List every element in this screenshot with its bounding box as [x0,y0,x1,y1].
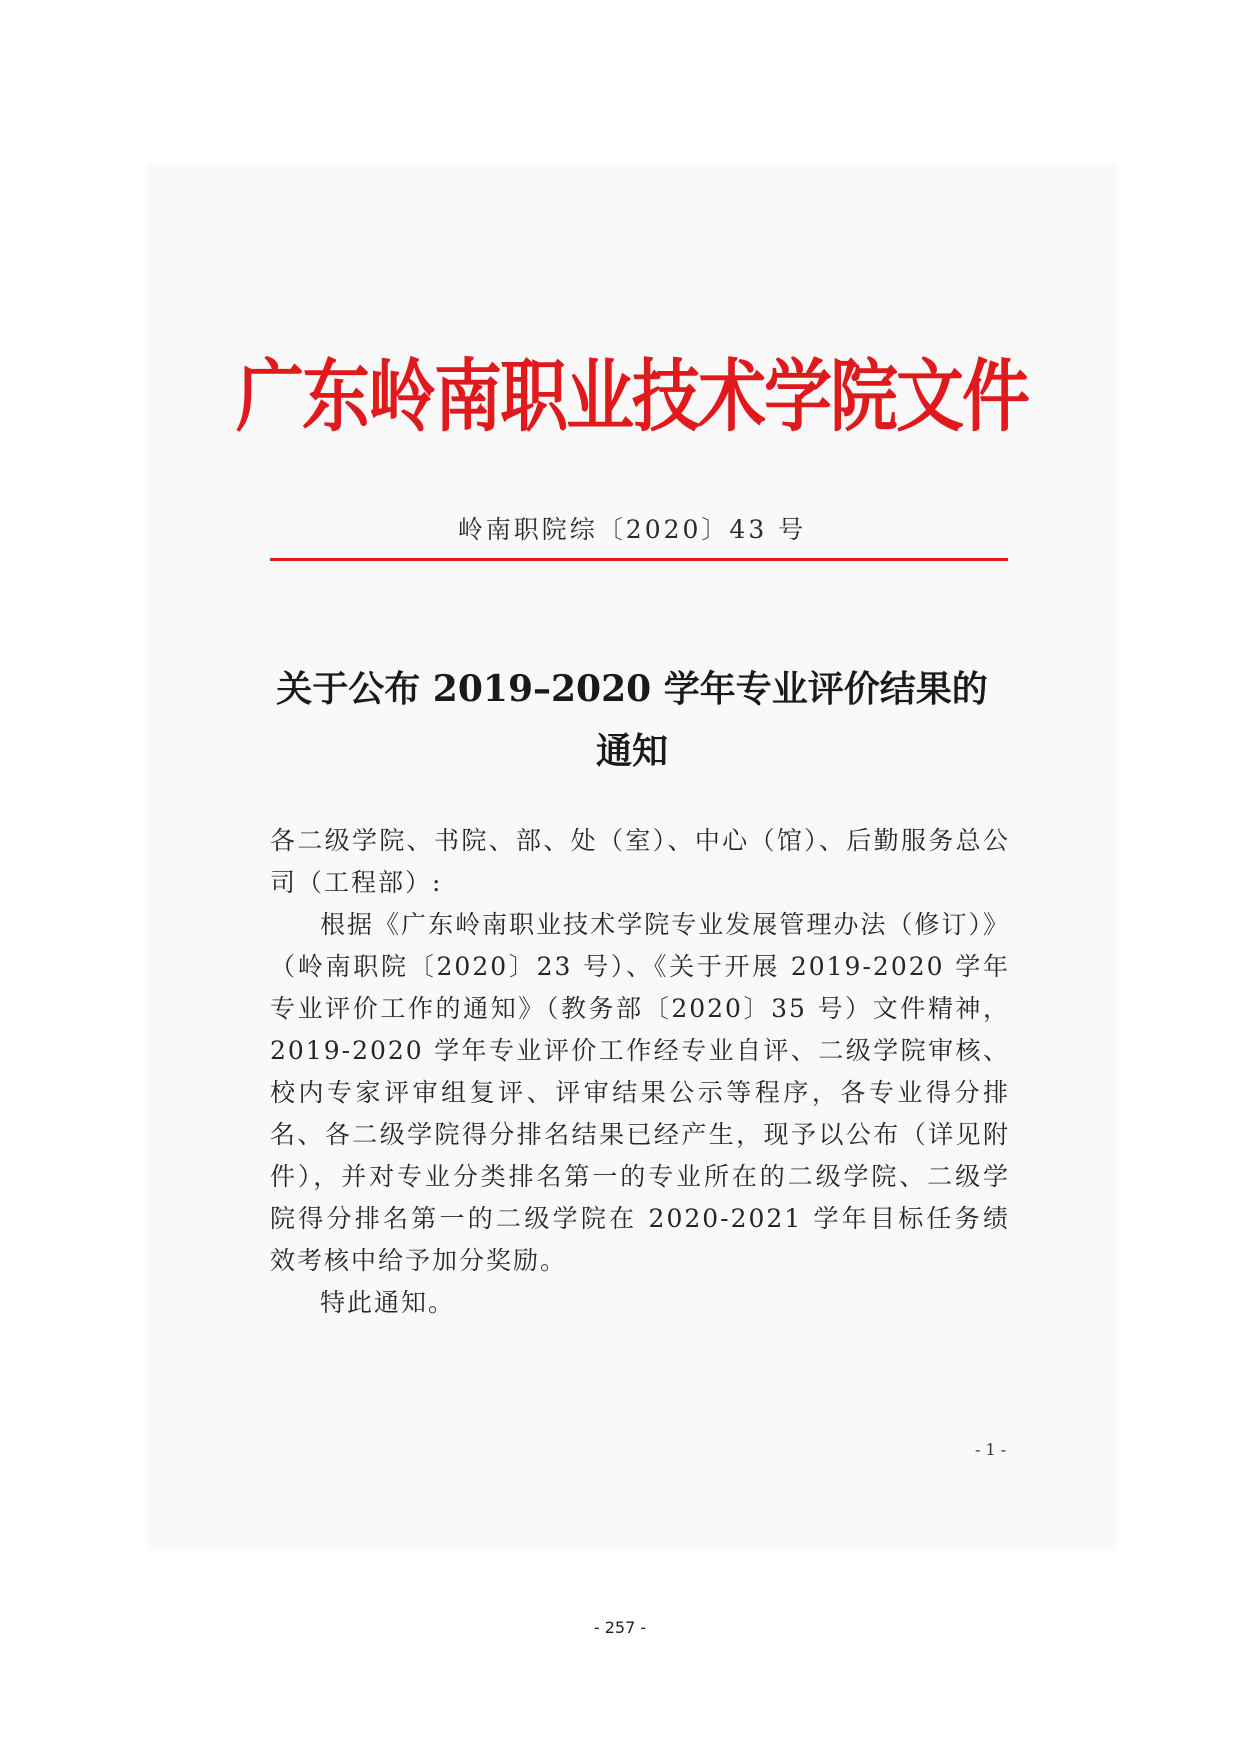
red-divider-line [270,558,1008,561]
addressee: 各二级学院、书院、部、处（室）、中心（馆）、后勤服务总公司（工程部）: [270,826,1010,897]
closing-line: 特此通知。 [320,1288,456,1317]
scan-page-number: - 1 - [975,1440,1007,1459]
document-body [270,820,1010,1324]
body-paragraph: 根据《广东岭南职业技术学院专业发展管理办法（修订）》（岭南职院〔2020〕23 号）、《关于开展 2019-2020 学年专业评价工作的通知》（教务部〔2020〕35 号）文件精神，2019-2020 学年专业评价工作经专业自评、二级学院审核、校内专家评审组复评、评审结果公示等程序，各专业得分排名、各二级学院得分排名结果已经产生，现予以公布（详见附件），并对专业分类排名第一的专业所在的二级学院、二级学院得分排名第一的二级学院在 2020-2021 学年目标任务绩效考核中给予加分奖励。 [270,910,1010,1275]
document-title-line-2: 通知 [595,730,668,772]
org-header-title: 广东岭南职业技术学院文件 [235,351,1028,444]
document-title-line-1: 关于公布 2019–2020 学年专业评价结果的 [276,668,988,710]
document-title [148,658,1116,782]
footer-page-number: - 257 - [593,1618,647,1637]
document-number: 岭南职院综〔2020〕43 号 [457,515,807,544]
